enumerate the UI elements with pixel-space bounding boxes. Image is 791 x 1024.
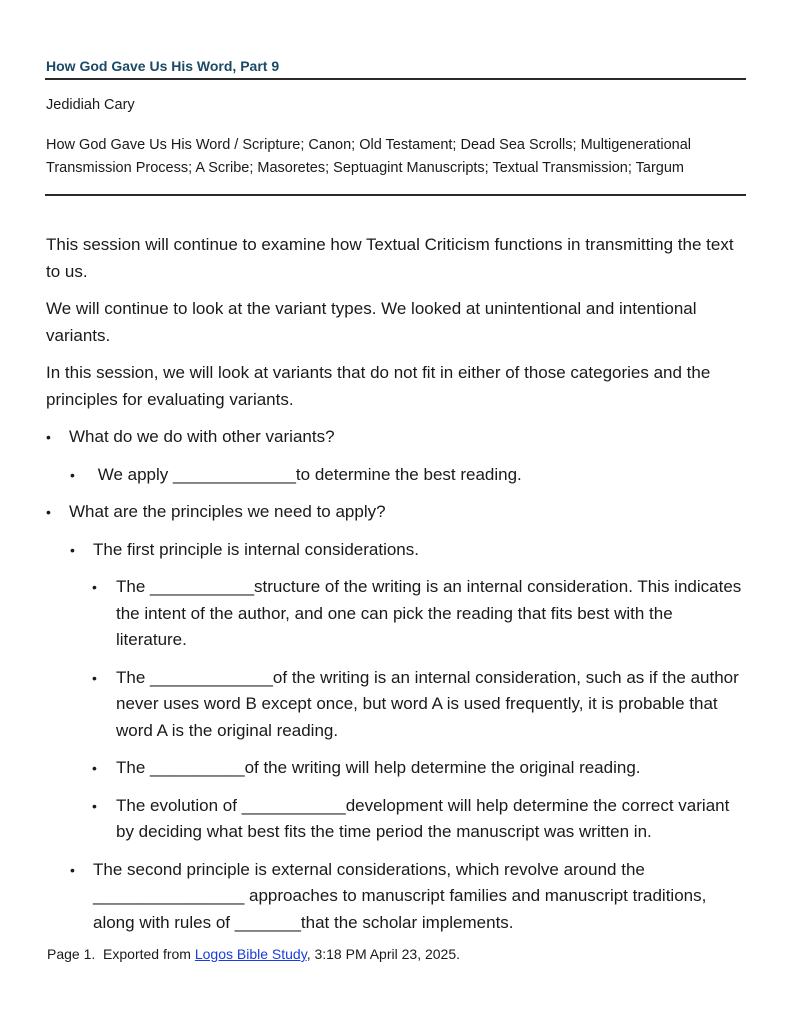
list-item-text: The evolution of ___________development will help determine the correct variant by deciding what best fits the time period the manuscript was written in. <box>116 795 730 841</box>
footer-suffix: , 3:18 PM April 23, 2025. <box>306 946 461 962</box>
list-item <box>46 499 746 526</box>
list-item-text: What do we do with other variants? <box>69 427 335 446</box>
bullet-icon: • <box>92 797 97 814</box>
middle-rule <box>45 194 746 196</box>
list-item-text: The _____________of the writing is an internal consideration, such as if the author never uses word B except once, but word A is used frequently, it is probable that word A is the original reading. <box>116 667 739 740</box>
bullet-icon: • <box>92 669 97 686</box>
list-item <box>46 462 746 489</box>
list-item <box>46 793 746 846</box>
page-footer <box>47 946 460 962</box>
document-body <box>46 232 746 947</box>
bullet-icon: • <box>70 861 75 878</box>
top-rule <box>45 78 746 80</box>
list-item-text: The ___________structure of the writing is an internal consideration. This indicates the intent of the author, and one can pick the reading that fits best with the literature. <box>116 577 742 649</box>
list-item-text: We apply _____________to determine the best reading. <box>93 464 522 484</box>
list-item <box>46 424 746 451</box>
bullet-icon: • <box>46 429 51 445</box>
paragraph-1: This session will continue to examine how Textual Criticism functions in transmitting the text to us. <box>46 235 734 281</box>
document-title: How God Gave Us His Word, Part 9 <box>46 58 280 74</box>
bullet-list <box>46 424 746 936</box>
bullet-icon: • <box>92 579 97 595</box>
bullet-icon: • <box>46 504 51 520</box>
list-item-text: What are the principles we need to apply? <box>69 502 386 521</box>
logos-link[interactable]: Logos Bible Study <box>194 946 307 962</box>
bullet-icon: • <box>70 541 75 558</box>
list-item-text: The first principle is internal considerations. <box>93 539 419 559</box>
paragraph-3: In this session, we will look at variants that do not fit in either of those categories and the principles for evaluating variants. <box>46 363 711 409</box>
bullet-icon: • <box>92 760 97 776</box>
author-name: Jedidiah Cary <box>46 97 135 113</box>
footer-prefix: Page 1. Exported from <box>47 946 195 962</box>
list-item-text: The second principle is external considerations, which revolve around the ________________ approaches to manuscript families and manuscript traditions, along with rules of _______that the scholar implements. <box>93 859 707 932</box>
list-item <box>46 665 746 745</box>
list-item-text: The __________of the writing will help determine the original reading. <box>116 758 641 777</box>
paragraph-2: We will continue to look at the variant types. We looked at unintentional and intentional variants. <box>46 299 697 345</box>
list-item <box>46 755 746 782</box>
keywords: How God Gave Us His Word / Scripture; Canon; Old Testament; Dead Sea Scrolls; Multigenerational Transmission Process; A Scribe; Masoretes; Septuagint Manuscripts; Textual Transmission; Targum <box>46 137 692 176</box>
list-item <box>46 537 746 564</box>
bullet-icon: • <box>70 466 75 483</box>
list-item <box>46 857 746 937</box>
list-item <box>46 574 746 654</box>
